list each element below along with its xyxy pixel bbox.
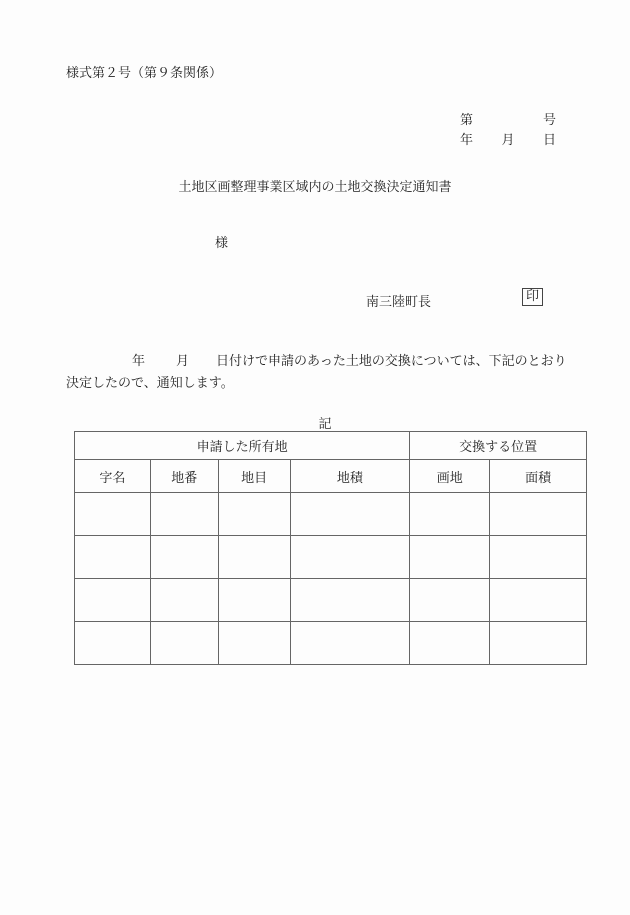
table-cell (75, 622, 151, 665)
table-cell (290, 579, 410, 622)
group-header-applied-land: 申請した所有地 (75, 432, 410, 460)
table-row (75, 579, 587, 622)
document-date-line (460, 129, 556, 148)
table-cell (218, 579, 290, 622)
table-cell (490, 622, 587, 665)
table-cell (75, 493, 151, 536)
table-cell (150, 579, 218, 622)
seal-mark: 印 (522, 288, 543, 306)
table-cell (410, 622, 490, 665)
table-cell (410, 493, 490, 536)
body-month: 月 (176, 354, 190, 369)
table-cell (150, 536, 218, 579)
table-cell (290, 493, 410, 536)
table-cell (75, 536, 151, 579)
table-cell (218, 493, 290, 536)
table-cell (150, 493, 218, 536)
table-cell (218, 622, 290, 665)
column-header-kakuchi: 画地 (410, 460, 490, 493)
number-suffix: 号 (542, 113, 556, 128)
column-header-chimoku: 地目 (218, 460, 290, 493)
column-header-azana: 字名 (75, 460, 151, 493)
table-cell (410, 579, 490, 622)
table-cell (218, 536, 290, 579)
body-line1-rest: 日付けで申請のあった土地の交換については、下記のとおり (216, 354, 567, 369)
group-header-exchange-position: 交換する位置 (410, 432, 587, 460)
number-prefix: 第 (460, 113, 474, 128)
table-cell (490, 536, 587, 579)
body-year: 年 (132, 354, 146, 369)
table-cell (490, 493, 587, 536)
column-header-menseki: 面積 (490, 460, 587, 493)
table-row (75, 622, 587, 665)
ki-heading: 記 (318, 417, 332, 432)
table-group-header-row (75, 432, 587, 460)
table-column-header-row (75, 460, 587, 493)
document-number-line (460, 109, 556, 128)
table-cell (150, 622, 218, 665)
table-cell (290, 622, 410, 665)
table-cell (75, 579, 151, 622)
date-day: 日 (542, 133, 556, 148)
document-title: 土地区画整理事業区域内の土地交換決定通知書 (178, 180, 452, 195)
table-row (75, 536, 587, 579)
table-cell (290, 536, 410, 579)
date-month: 月 (501, 133, 515, 148)
issuer-name: 南三陸町長 (366, 295, 432, 310)
date-year: 年 (460, 133, 474, 148)
table-cell (410, 536, 490, 579)
column-header-chiban: 地番 (150, 460, 218, 493)
table-cell (490, 579, 587, 622)
column-header-chiseki: 地積 (290, 460, 410, 493)
body-text-line-2: 決定したので、通知します。 (66, 376, 234, 391)
table-row (75, 493, 587, 536)
body-text-line-1 (132, 350, 567, 369)
addressee-suffix: 様 (215, 236, 229, 251)
form-label: 様式第２号（第９条関係） (66, 66, 223, 81)
land-exchange-table (74, 431, 587, 665)
